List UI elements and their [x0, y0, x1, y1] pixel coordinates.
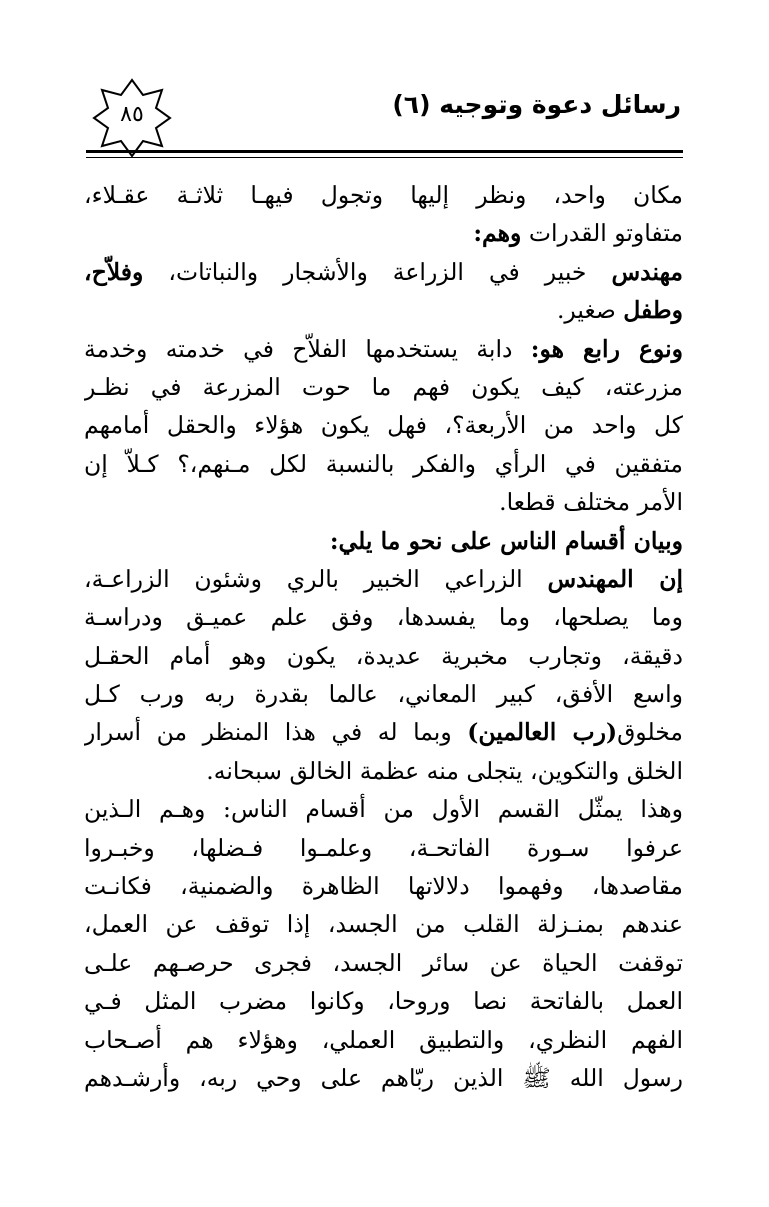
bold-text: وبيان أقسام الناس على نحو ما يلي:: [329, 526, 683, 555]
text-span: متفقين في الرأي والفكر بالنسبة لكل مـنهم،؟ كـلاّ إن: [84, 449, 683, 478]
text-span: دقيقة، وتجارب مخبرية عديدة، يكون وهو أمام الحقـل: [84, 641, 683, 670]
text-line: [84, 675, 683, 713]
text-line: [84, 253, 683, 291]
text-line: [84, 406, 683, 444]
text-line: [84, 637, 683, 675]
book-title: رسائل دعوة وتوجيه (٦): [392, 90, 681, 119]
bold-text: ونوع رابع هو:: [530, 334, 683, 363]
text-span: رسول الله ﷺ الذين ربّاهم على وحي ربه، وأرشـدهم: [84, 1063, 683, 1092]
text-line: [84, 522, 683, 560]
text-span: وبما له في هذا المنظر من أسرار: [84, 718, 468, 747]
header-rule-thick: [86, 150, 683, 153]
bold-text: (رب العالمين): [467, 718, 618, 747]
text-span: مخلوق: [617, 718, 683, 747]
text-line: [84, 944, 683, 982]
text-span: مقاصدها، وفهموا دلالاتها الظاهرة والضمنية، فكانـت: [84, 872, 683, 901]
text-line: [84, 829, 683, 867]
text-span: واسع الأفق، كبير المعاني، عالما بقدرة ربه ورب كـل: [84, 680, 683, 709]
text-span: متفاوتو القدرات: [521, 219, 683, 248]
text-line: [84, 214, 683, 252]
header-rule-thin: [86, 157, 683, 158]
text-line: [84, 483, 683, 521]
text-span: خبير في الزراعة والأشجار والنباتات،: [143, 257, 612, 286]
text-span: مكان واحد، ونظر إليها وتجول فيهـا ثلاثـة عقـلاء،: [84, 181, 683, 209]
text-line: [84, 330, 683, 368]
bold-text: إن المهندس: [547, 564, 683, 593]
text-line: [84, 176, 683, 214]
page-number: ٨٥: [120, 102, 144, 127]
text-line: [84, 982, 683, 1020]
text-line: [84, 905, 683, 943]
bold-text: وهم:: [473, 219, 522, 248]
page-header: [0, 0, 769, 170]
text-line: [84, 291, 683, 329]
text-line: [84, 598, 683, 636]
text-line: [84, 1021, 683, 1059]
text-span: الأمر مختلف قطعا.: [499, 488, 683, 517]
text-span: مزرعته، كيف يكون فهم ما حوت المزرعة في نظـر: [84, 372, 683, 401]
text-span: دابة يستخدمها الفلاّح في خدمته وخدمة: [84, 334, 531, 363]
text-span: الخلق والتكوين، يتجلى منه عظمة الخالق سبحانه.: [206, 756, 683, 785]
text-line: [84, 1059, 683, 1097]
text-line: [84, 790, 683, 828]
text-span: الفهم النظري، والتطبيق العملي، وهؤلاء هم أصـحاب: [84, 1025, 683, 1054]
text-span: عندهم بمنـزلة القلب من الجسد، إذا توقف عن العمل،: [84, 910, 683, 939]
text-line: [84, 560, 683, 598]
text-span: الزراعي الخبير بالري وشئون الزراعـة،: [84, 564, 548, 593]
text-line: [84, 867, 683, 905]
text-span: كل واحد من الأربعة؟، فهل يكون هؤلاء والحقل أمامهم: [84, 411, 683, 440]
bold-text: وفلاّح،: [84, 257, 144, 286]
text-line: [84, 713, 683, 751]
text-span: عرفوا سـورة الفاتحـة، وعلمـوا فـضلها، وخبـروا: [84, 833, 683, 862]
text-span: وهذا يمثّل القسم الأول من أقسام الناس: وهـم الـذين: [84, 795, 683, 824]
text-line: [84, 752, 683, 790]
bold-text: مهندس: [611, 257, 683, 286]
text-line: [84, 368, 683, 406]
text-span: وما يصلحها، وما يفسدها، وفق علم عميـق ودراسـة: [84, 603, 683, 632]
text-span: صغير.: [556, 296, 624, 325]
body-text: [84, 176, 683, 1097]
text-span: توقفت الحياة عن سائر الجسد، فجرى حرصـهم علـى: [84, 948, 683, 977]
page-number-badge: [92, 78, 172, 158]
text-span: العمل بالفاتحة نصا وروحا، وكانوا مضرب المثل فـي: [84, 987, 683, 1016]
text-line: [84, 445, 683, 483]
bold-text: وطفل: [623, 296, 683, 325]
